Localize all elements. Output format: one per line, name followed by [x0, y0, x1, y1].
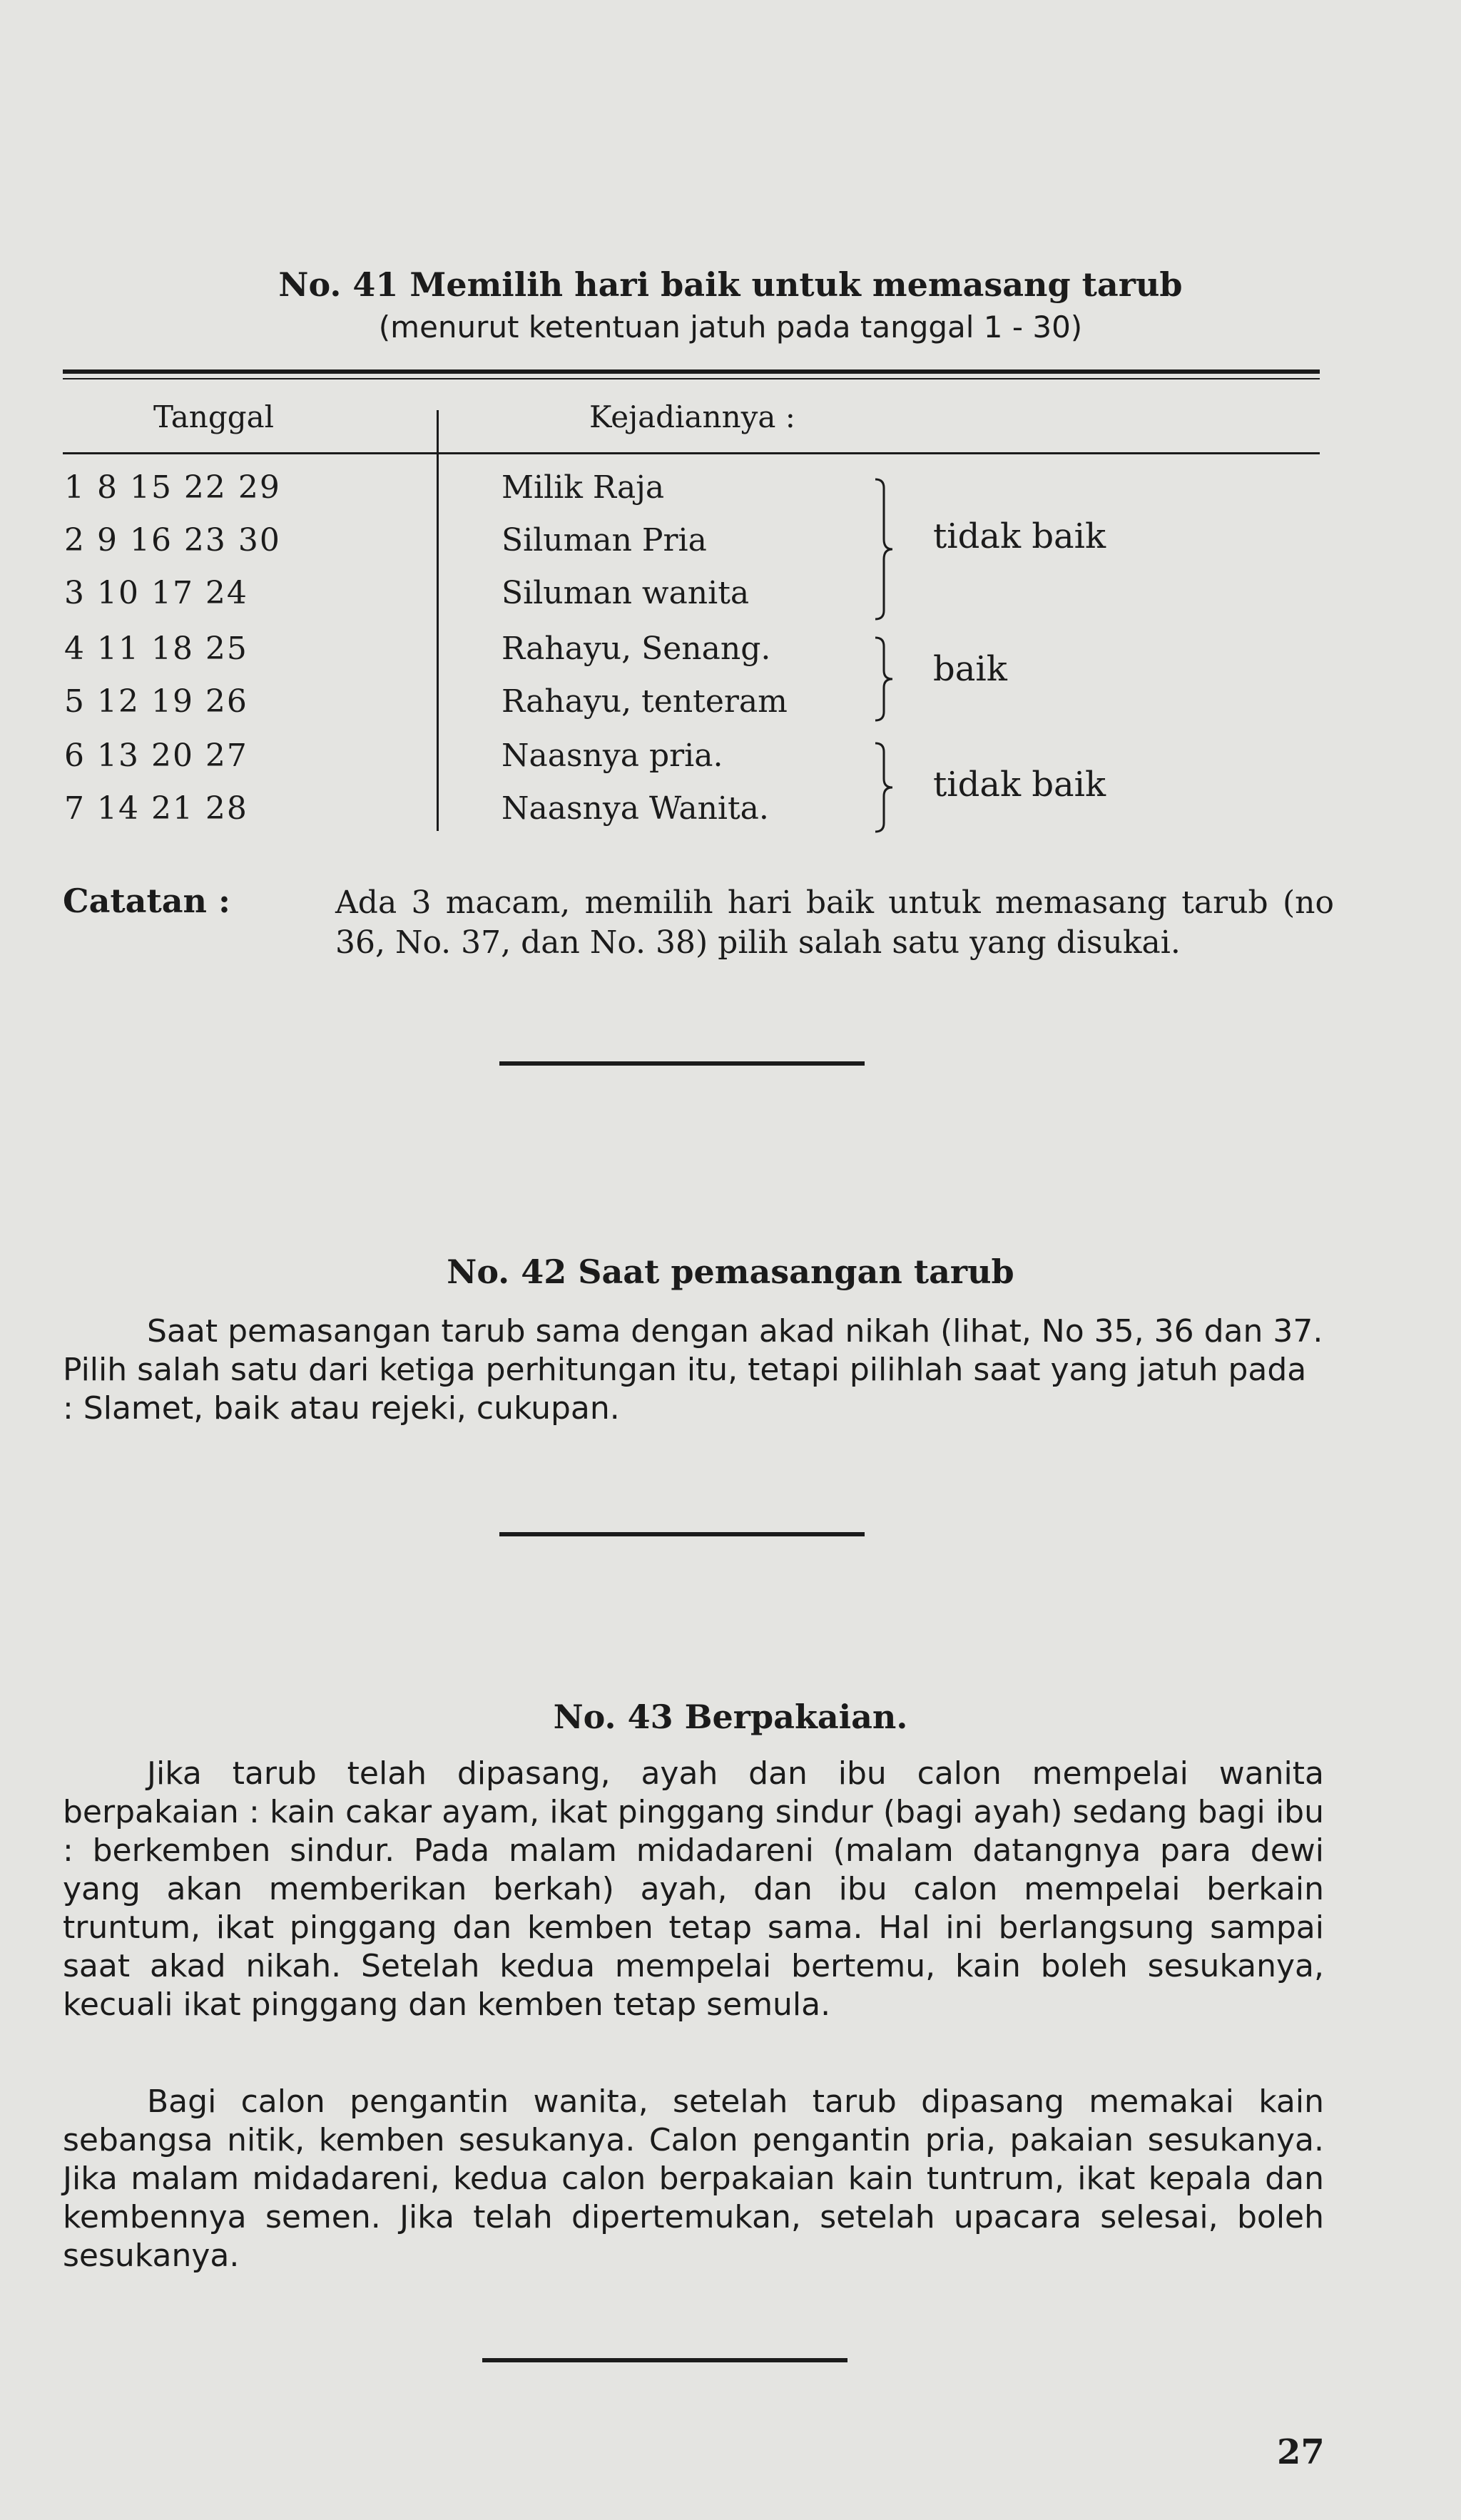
section-43-paragraph-1-text: Jika tarub telah dipasang, ayah dan ibu calon mempelai wanita berpakaian : kain cakar ayam, ikat pinggang sindur (bagi ayah) sedang bagi ibu : berkemben sindur. Pada malam midadareni (malam datangnya para dewi yang akan memberikan berkah) ayah, dan ibu calon mempelai berkain truntum, ikat pinggang dan kemben tetap sama. Hal ini berlangsung sampai saat akad nikah. Setelah kedua mempelai bertemu, kain boleh sesukanya, kecuali ikat pinggang dan kemben tetap semula.	[63, 1755, 1324, 2023]
table-row-event: Naasnya pria.	[502, 738, 723, 774]
table-row-dates: 7 14 21 28	[64, 790, 248, 827]
table-row-event: Siluman wanita	[502, 575, 750, 611]
column-header-event: Kejadiannya :	[589, 399, 795, 434]
table-row-event: Milik Raja	[502, 469, 665, 506]
table-row-dates: 3 10 17 24	[64, 575, 248, 611]
brace-group-3	[874, 742, 894, 833]
table-column-divider	[437, 410, 439, 831]
note-label: Catatan :	[63, 882, 230, 920]
table-row-event: Rahayu, Senang.	[502, 631, 771, 667]
column-header-date: Tanggal	[153, 399, 275, 434]
section-43-paragraph-2	[63, 2083, 1324, 2275]
brace-group-1	[874, 478, 894, 621]
result-label: baik	[933, 649, 1007, 689]
section-divider	[499, 1532, 865, 1536]
section-43-paragraph-1	[63, 1755, 1324, 2024]
section-42-title: No. 42 Saat pemasangan tarub	[447, 1253, 1014, 1291]
table-row-dates: 5 12 19 26	[64, 683, 248, 720]
table-row-dates: 1 8 15 22 29	[64, 469, 281, 506]
table-top-rule-thin	[63, 378, 1320, 379]
section-42-paragraph-text: Saat pemasangan tarub sama dengan akad nikah (lihat, No 35, 36 dan 37. Pilih salah satu dari ketiga perhitungan itu, tetapi pilihlah saat yang jatuh pada : Slamet, baik atau rejeki, cukupan.	[63, 1313, 1323, 1427]
table-header-rule	[63, 452, 1320, 454]
section-42-paragraph	[63, 1312, 1324, 1428]
section-41-title: No. 41 Memilih hari baik untuk memasang tarub	[278, 265, 1183, 304]
table-top-rule	[63, 369, 1320, 374]
note-text: Ada 3 macam, memilih hari baik untuk memasang tarub (no 36, No. 37, dan No. 38) pilih salah satu yang disukai.	[335, 884, 1334, 961]
section-divider	[482, 2358, 847, 2362]
brace-group-2	[874, 636, 894, 722]
section-41-subtitle: (menurut ketentuan jatuh pada tanggal 1 - 30)	[378, 310, 1083, 345]
result-label: tidak baik	[933, 765, 1106, 805]
table-row-dates: 6 13 20 27	[64, 738, 248, 774]
table-row-dates: 2 9 16 23 30	[64, 522, 281, 558]
section-divider	[499, 1061, 865, 1066]
section-43-paragraph-2-text: Bagi calon pengantin wanita, setelah tarub dipasang memakai kain sebangsa nitik, kemben sesukanya. Calon pengantin pria, pakaian sesukanya. Jika malam midadareni, kedua calon berpakaian kain tuntrum, ikat kepala dan kembennya semen. Jika telah dipertemukan, setelah upacara selesai, boleh sesukanya.	[63, 2083, 1324, 2274]
section-43-title: No. 43 Berpakaian.	[553, 1698, 908, 1736]
table-row-event: Rahayu, tenteram	[502, 683, 788, 720]
table-row-event: Naasnya Wanita.	[502, 790, 769, 827]
page-number: 27	[1277, 2432, 1325, 2472]
result-label: tidak baik	[933, 516, 1106, 556]
table-row-event: Siluman Pria	[502, 522, 707, 558]
table-row-dates: 4 11 18 25	[64, 631, 248, 667]
